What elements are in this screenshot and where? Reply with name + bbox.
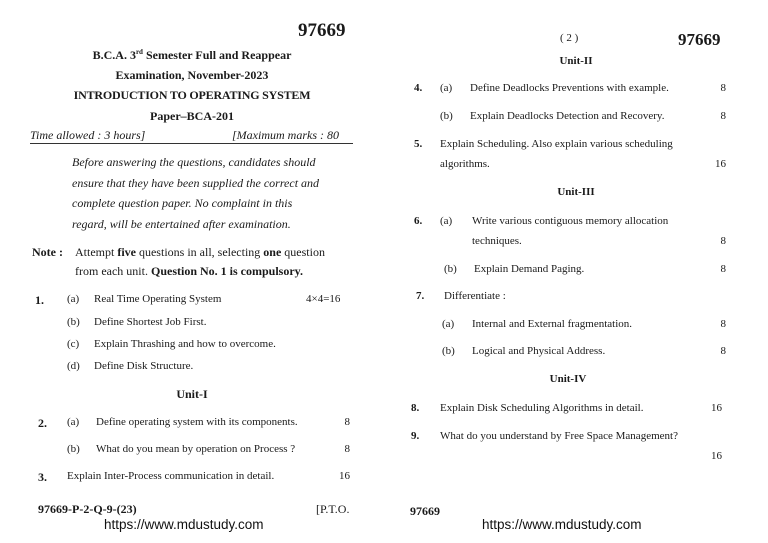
- unit-3-heading: Unit-III: [557, 186, 595, 198]
- q7-part-label: (b): [442, 345, 455, 357]
- paper-code: Paper–BCA-201: [150, 109, 234, 123]
- please-turn-over: [P.T.O.: [316, 502, 350, 516]
- header-divider: [30, 143, 353, 144]
- q6-part-text-line2: techniques.: [472, 235, 522, 247]
- q2-part-label: (a): [67, 416, 80, 428]
- unit-4-heading: Unit-IV: [549, 373, 587, 385]
- q3-text: Explain Inter-Process communication in detail.: [67, 470, 275, 482]
- paper-code-number: 97669: [678, 30, 721, 49]
- page-number: ( 2 ): [560, 32, 579, 44]
- question-8-number: 8.: [411, 402, 420, 414]
- q7-part-text: Internal and External fragmentation.: [472, 318, 633, 330]
- q4-part-text: Define Deadlocks Preventions with example.: [470, 82, 669, 94]
- paper-code-number: 97669: [298, 20, 346, 41]
- q2-part-text: What do you mean by operation on Process ?: [96, 443, 296, 455]
- note-line2: from each unit. Question No. 1 is compulsory.: [75, 264, 303, 278]
- footer-url[interactable]: https://www.mdustudy.com: [104, 517, 264, 532]
- question-4-number: 4.: [414, 82, 423, 94]
- maximum-marks: [Maximum marks : 80: [232, 128, 339, 142]
- q1-part-label: (c): [67, 338, 80, 350]
- question-1-number: 1.: [35, 293, 44, 307]
- q3-marks: 16: [339, 470, 350, 482]
- q2-part-marks: 8: [344, 443, 350, 455]
- question-5-number: 5.: [414, 138, 423, 150]
- exam-header-line1: B.C.A. 3rd Semester Full and Reappear: [92, 48, 292, 62]
- q6-part-label: (a): [440, 215, 453, 227]
- q7-part-marks: 8: [720, 345, 726, 357]
- note-label: Note :: [32, 245, 63, 259]
- q7-part-label: (a): [442, 318, 455, 330]
- q8-marks: 16: [711, 402, 722, 414]
- q1-part-label: (d): [67, 360, 80, 372]
- time-allowed: Time allowed : 3 hours]: [30, 128, 146, 142]
- q4-part-marks: 8: [720, 110, 726, 122]
- footer-url[interactable]: https://www.mdustudy.com: [482, 517, 642, 532]
- q1-part-text: Define Disk Structure.: [94, 360, 194, 372]
- q9-marks: 16: [711, 450, 722, 462]
- q4-part-label: (a): [440, 82, 453, 94]
- q6-part-marks: 8: [720, 263, 726, 275]
- q4-part-text: Explain Deadlocks Detection and Recovery.: [470, 110, 665, 122]
- question-2-number: 2.: [38, 416, 47, 430]
- unit-1-heading: Unit-I: [176, 387, 208, 401]
- q1-marks: 4×4=16: [306, 293, 341, 305]
- note-line1: Attempt five questions in all, selecting one question: [75, 245, 325, 259]
- q9-text: What do you understand by Free Space Management?: [440, 430, 678, 442]
- q4-part-label: (b): [440, 110, 453, 122]
- q7-text: Differentiate :: [444, 290, 506, 302]
- q5-text-line2: algorithms.: [440, 158, 490, 170]
- question-3-number: 3.: [38, 470, 47, 484]
- q1-part-text: Define Shortest Job First.: [94, 316, 207, 328]
- q6-part-label: (b): [444, 263, 457, 275]
- q1-part-label: (b): [67, 316, 80, 328]
- q5-marks: 16: [715, 158, 726, 170]
- footer-paper-code: 97669: [410, 504, 440, 518]
- instruction-line: complete question paper. No complaint in this: [72, 196, 293, 210]
- q5-text-line1: Explain Scheduling. Also explain various scheduling: [440, 138, 673, 150]
- q8-text: Explain Disk Scheduling Algorithms in detail.: [440, 402, 644, 414]
- q1-part-label: (a): [67, 293, 80, 305]
- q1-part-text: Explain Thrashing and how to overcome.: [94, 338, 276, 350]
- q4-part-marks: 8: [720, 82, 726, 94]
- q7-part-text: Logical and Physical Address.: [472, 345, 606, 357]
- footer-paper-code: 97669-P-2-Q-9-(23): [38, 502, 137, 516]
- question-7-number: 7.: [416, 290, 425, 302]
- exam-page-2: [384, 0, 768, 543]
- unit-2-heading: Unit-II: [559, 55, 593, 67]
- instruction-line: ensure that they have been supplied the correct and: [72, 176, 320, 190]
- q6-part-marks: 8: [720, 235, 726, 247]
- question-6-number: 6.: [414, 215, 423, 227]
- q2-part-text: Define operating system with its components.: [96, 416, 298, 428]
- q7-part-marks: 8: [720, 318, 726, 330]
- q6-part-text-line1: Write various contiguous memory allocation: [472, 215, 669, 227]
- q1-part-text: Real Time Operating System: [94, 293, 222, 305]
- q2-part-marks: 8: [344, 416, 350, 428]
- q6-part-text: Explain Demand Paging.: [474, 263, 585, 275]
- course-title: INTRODUCTION TO OPERATING SYSTEM: [73, 88, 311, 102]
- question-9-number: 9.: [411, 430, 420, 442]
- instruction-line: Before answering the questions, candidates should: [72, 155, 316, 169]
- instruction-line: regard, will be entertained after examination.: [72, 217, 291, 231]
- q2-part-label: (b): [67, 443, 80, 455]
- exam-header-line2: Examination, November-2023: [115, 68, 269, 82]
